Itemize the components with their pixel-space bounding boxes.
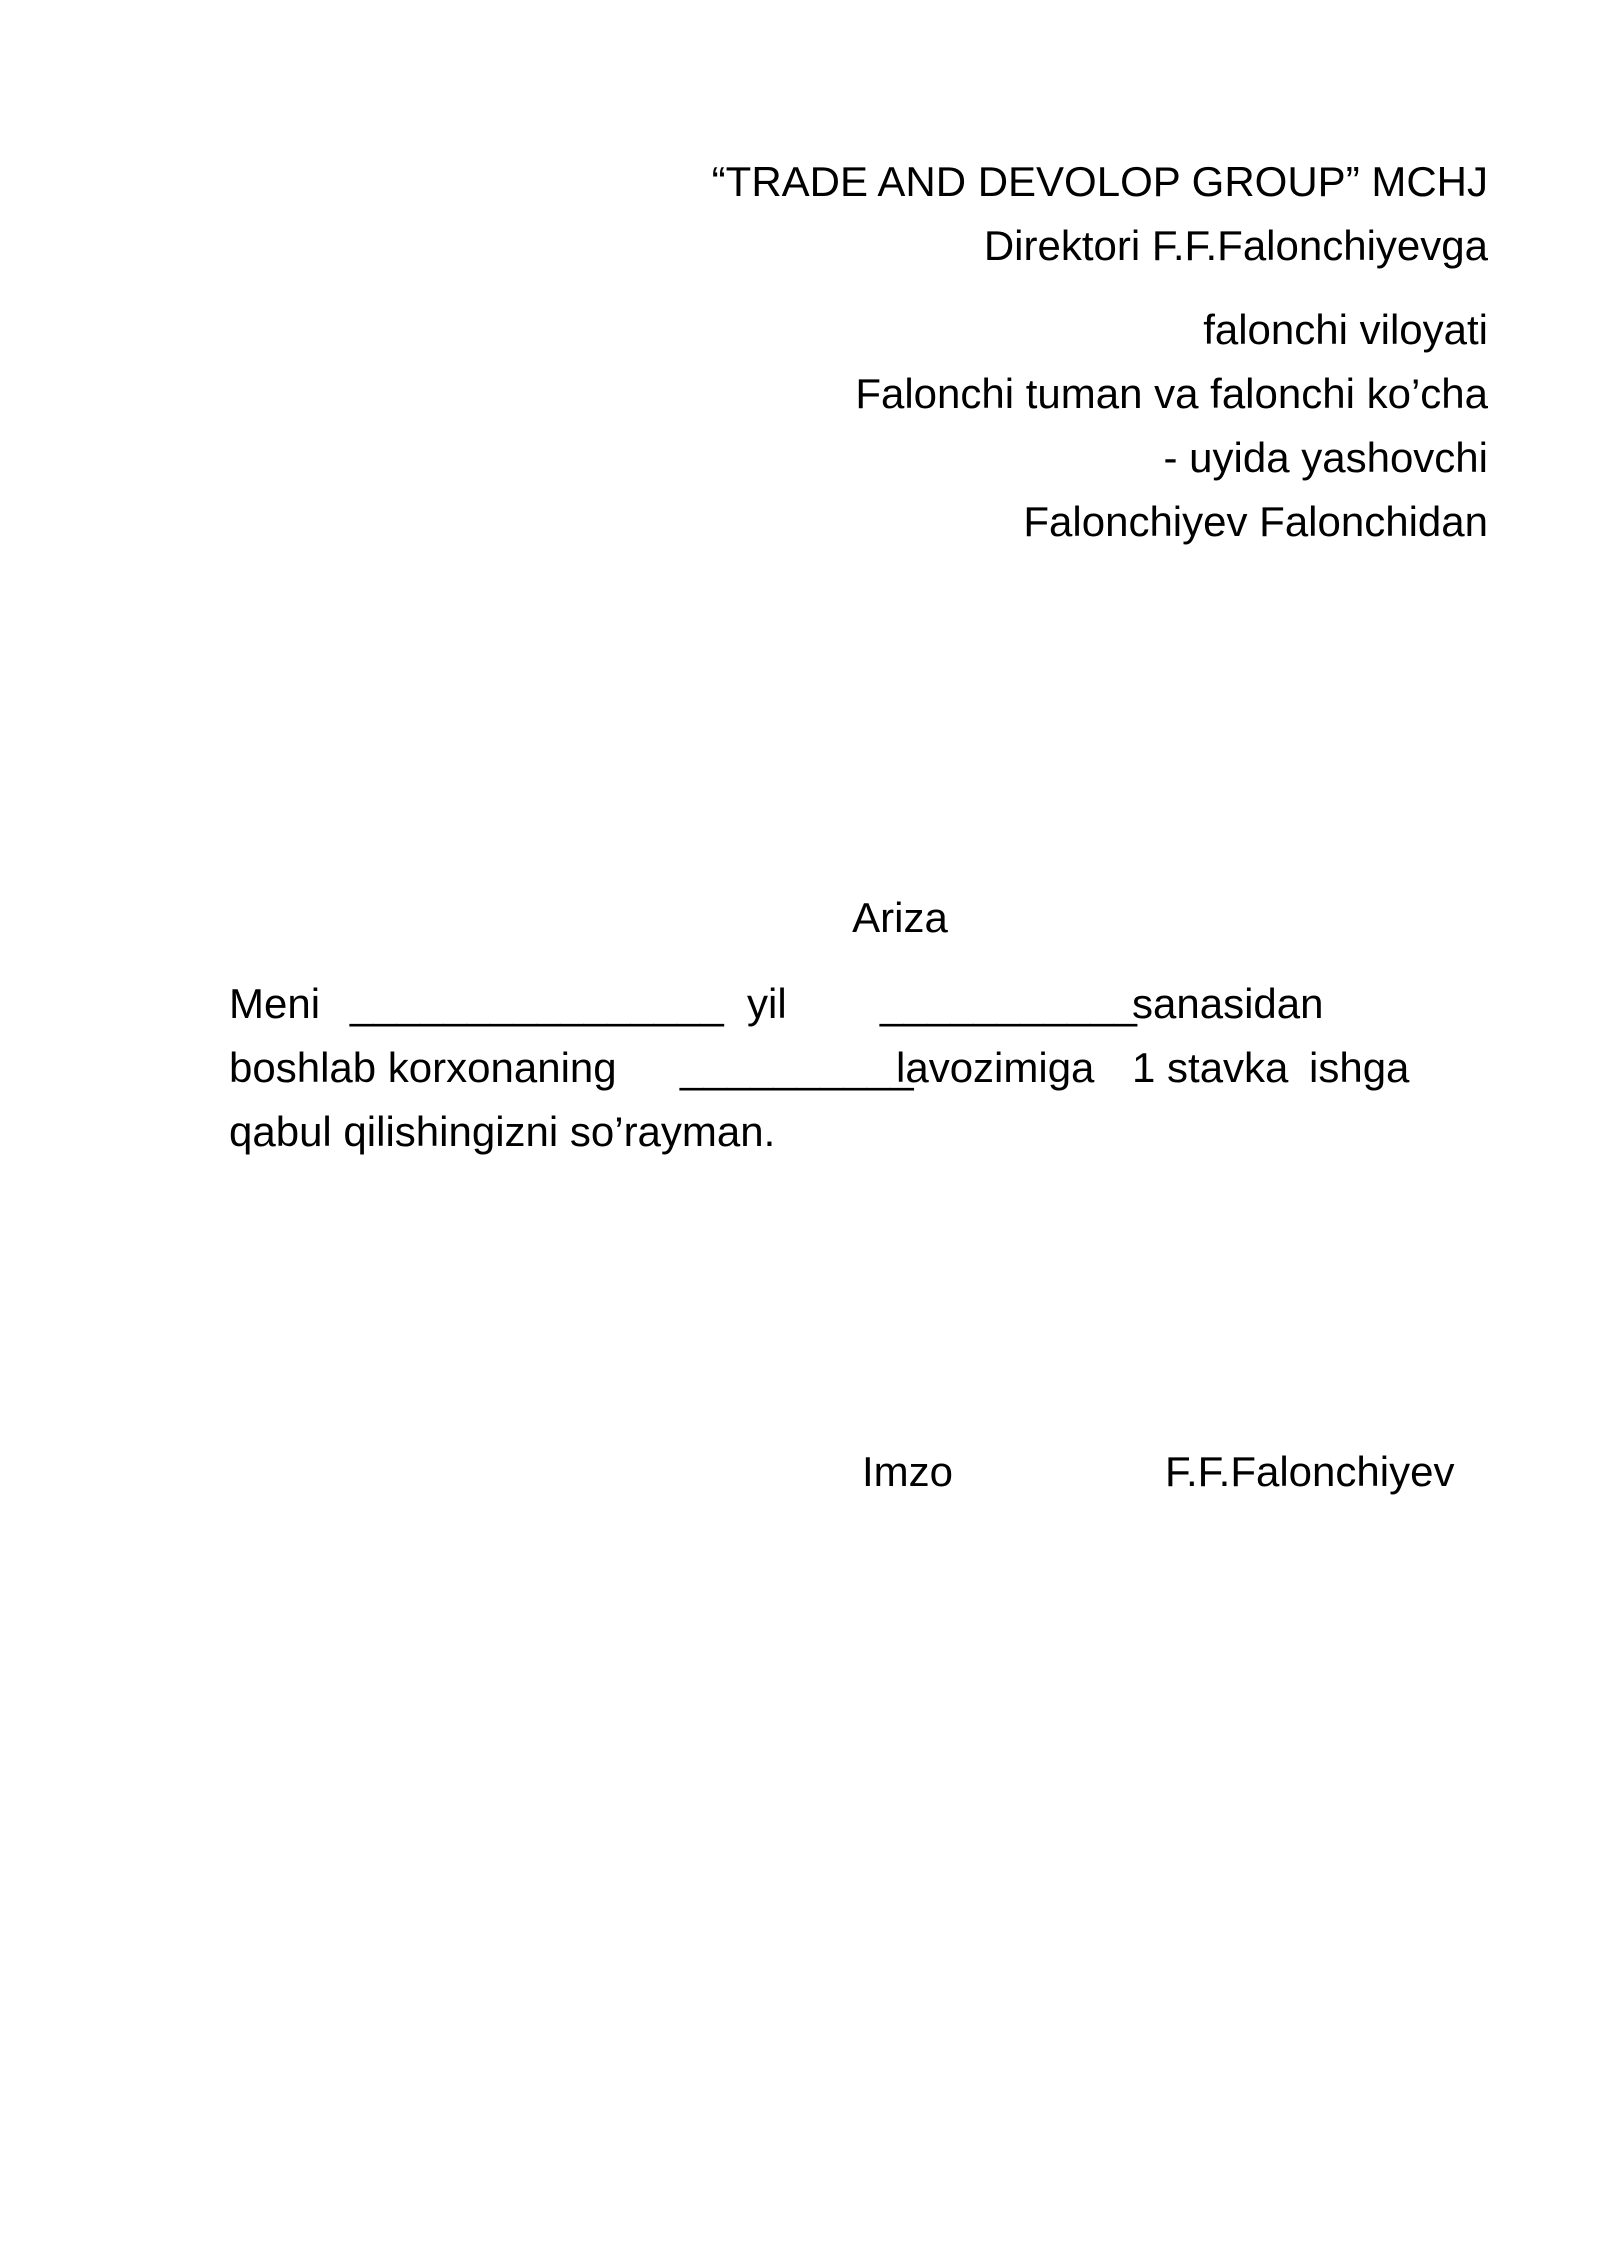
word-yil: yil (747, 980, 787, 1027)
body-line-1 (229, 972, 1429, 1036)
director-line: Direktori F.F.Falonchiyevga (983, 222, 1488, 269)
spacer (588, 278, 1488, 298)
signature-label: Imzo (862, 1448, 954, 1495)
region-line: falonchi viloyati (1203, 306, 1488, 353)
blank-position: __________ (680, 1044, 914, 1091)
addressee-block (588, 150, 1488, 554)
signature-name: F.F.Falonchiyev (1165, 1448, 1455, 1495)
word-stavka: 1 stavka (1132, 1044, 1289, 1091)
body-line-2 (229, 1036, 1429, 1100)
word-boshlab: boshlab korxonaning (229, 1044, 617, 1091)
application-body (229, 972, 1429, 1164)
company-name: “TRADE AND DEVOLOP GROUP” MCHJ (711, 158, 1488, 205)
word-meni: Meni (229, 980, 321, 1027)
blank-date: ___________ (880, 980, 1137, 1027)
request-text: qabul qilishingizni so’rayman. (229, 1108, 776, 1155)
word-sanasidan: sanasidan (1132, 980, 1324, 1027)
sender-line: Falonchiyev Falonchidan (1023, 498, 1488, 545)
word-lavozimiga: lavozimiga (896, 1044, 1095, 1091)
body-line-3 (229, 1100, 1429, 1164)
word-ishga: ishga (1309, 1044, 1410, 1091)
document-title: Ariza (852, 894, 948, 941)
house-line: - uyida yashovchi (1163, 434, 1488, 481)
district-line: Falonchi tuman va falonchi ko’cha (855, 370, 1488, 417)
blank-year: ________________ (350, 980, 724, 1027)
